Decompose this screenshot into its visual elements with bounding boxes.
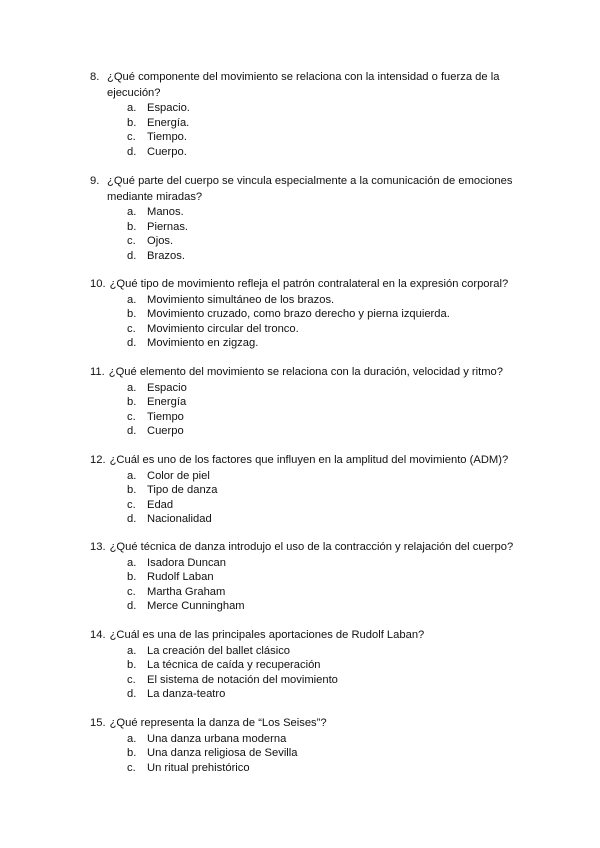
option-letter: b. — [127, 747, 137, 760]
option-list — [90, 205, 530, 263]
option-letter: b. — [127, 116, 137, 129]
option-item — [90, 732, 530, 747]
question-text: ¿Cuál es uno de los factores que influyen en la amplitud del movimiento (ADM)? — [109, 454, 509, 466]
option-text: La danza-teatro — [147, 688, 226, 701]
option-list — [90, 101, 530, 159]
question-text: ¿Qué tipo de movimiento refleja el patrón contralateral en la expresión corporal? — [109, 278, 509, 290]
option-letter: d. — [127, 337, 137, 350]
option-text: Espacio. — [147, 102, 190, 114]
question-number: 8. — [90, 71, 100, 83]
option-letter: d. — [127, 145, 137, 158]
option-letter: c. — [127, 761, 136, 774]
question-header — [90, 453, 530, 469]
option-list — [90, 381, 530, 439]
option-text: Edad — [147, 498, 174, 511]
option-list — [90, 293, 530, 351]
option-letter: c. — [127, 410, 136, 423]
option-text: Manos. — [147, 206, 184, 218]
option-letter: a. — [127, 644, 137, 657]
question-8 — [90, 70, 530, 159]
option-item — [90, 410, 530, 425]
option-letter: a. — [127, 732, 137, 745]
question-12 — [90, 453, 530, 527]
question-header — [90, 365, 530, 381]
question-text: ¿Cuál es una de las principales aportaciones de Rudolf Laban? — [109, 629, 425, 641]
question-10 — [90, 277, 530, 351]
option-text: Energía. — [147, 116, 190, 129]
option-item — [90, 205, 530, 220]
option-text: Color de piel — [147, 469, 210, 482]
option-item — [90, 424, 530, 439]
option-text: Energía — [147, 396, 187, 409]
option-item — [90, 307, 530, 322]
question-15 — [90, 716, 530, 775]
question-text: ¿Qué parte del cuerpo se vincula especialmente a la comunicación de emociones mediante miradas? — [107, 175, 513, 203]
option-list — [90, 556, 530, 614]
option-text: Movimiento circular del tronco. — [147, 322, 299, 335]
option-text: Martha Graham — [147, 585, 226, 598]
option-text: Cuerpo — [147, 425, 184, 438]
option-item — [90, 469, 530, 484]
option-text: Brazos. — [147, 249, 185, 262]
question-number: 11. — [90, 366, 105, 378]
option-text: Merce Cunningham — [147, 600, 245, 613]
option-item — [90, 395, 530, 410]
option-text: Una danza urbana moderna — [147, 732, 287, 745]
question-header — [90, 540, 530, 556]
option-text: Movimiento en zigzag. — [147, 337, 259, 350]
option-item — [90, 687, 530, 702]
option-item — [90, 101, 530, 116]
option-letter: c. — [127, 235, 136, 248]
option-item — [90, 644, 530, 659]
option-item — [90, 585, 530, 600]
option-item — [90, 145, 530, 160]
question-text: ¿Qué componente del movimiento se relaciona con la intensidad o fuerza de la ejecución? — [107, 71, 500, 99]
option-letter: a. — [127, 206, 137, 218]
option-letter: d. — [127, 249, 137, 262]
option-item — [90, 570, 530, 585]
option-text: Tipo de danza — [147, 484, 218, 497]
option-letter: b. — [127, 396, 137, 409]
option-item — [90, 673, 530, 688]
question-11 — [90, 365, 530, 439]
question-number: 14. — [90, 629, 106, 641]
option-item — [90, 556, 530, 571]
question-number: 9. — [90, 175, 100, 187]
option-letter: c. — [127, 585, 136, 598]
option-list — [90, 732, 530, 776]
question-number: 10. — [90, 278, 106, 290]
option-text: El sistema de notación del movimiento — [147, 673, 338, 686]
option-letter: c. — [127, 322, 136, 335]
question-header — [90, 174, 530, 205]
option-item — [90, 761, 530, 776]
option-letter: b. — [127, 571, 137, 584]
question-number: 13. — [90, 541, 106, 553]
option-letter: d. — [127, 600, 137, 613]
option-text: Un ritual prehistórico — [147, 761, 250, 774]
option-text: Ojos. — [147, 235, 174, 248]
question-header — [90, 277, 530, 293]
option-item — [90, 599, 530, 614]
question-13 — [90, 540, 530, 614]
option-item — [90, 220, 530, 235]
option-text: Isadora Duncan — [147, 556, 226, 569]
option-item — [90, 381, 530, 396]
option-letter: a. — [127, 102, 137, 114]
option-item — [90, 234, 530, 249]
option-item — [90, 116, 530, 131]
question-header — [90, 716, 530, 732]
option-letter: d. — [127, 513, 137, 526]
option-letter: c. — [127, 673, 136, 686]
option-letter: a. — [127, 469, 137, 482]
question-number: 15. — [90, 717, 106, 729]
option-letter: a. — [127, 293, 137, 306]
option-text: Una danza religiosa de Sevilla — [147, 747, 298, 760]
option-text: Tiempo — [147, 410, 184, 423]
option-list — [90, 469, 530, 527]
option-text: Movimiento cruzado, como brazo derecho y pierna izquierda. — [147, 308, 450, 321]
option-item — [90, 498, 530, 513]
question-9 — [90, 174, 530, 263]
option-letter: d. — [127, 425, 137, 438]
option-item — [90, 512, 530, 527]
option-letter: c. — [127, 131, 136, 144]
option-item — [90, 293, 530, 308]
option-text: Movimiento simultáneo de los brazos. — [147, 293, 335, 306]
option-item — [90, 746, 530, 761]
option-text: La creación del ballet clásico — [147, 644, 291, 657]
question-number: 12. — [90, 454, 106, 466]
option-item — [90, 130, 530, 145]
option-letter: a. — [127, 556, 137, 569]
question-text: ¿Qué elemento del movimiento se relaciona con la duración, velocidad y ritmo? — [108, 366, 503, 378]
question-14 — [90, 628, 530, 702]
option-text: Cuerpo. — [147, 145, 187, 158]
option-list — [90, 644, 530, 702]
question-text: ¿Qué técnica de danza introdujo el uso de la contracción y relajación del cuerpo? — [109, 541, 514, 553]
option-text: Piernas. — [147, 220, 189, 233]
option-text: Espacio — [147, 381, 187, 394]
option-letter: b. — [127, 484, 137, 497]
option-letter: b. — [127, 308, 137, 321]
option-text: Tiempo. — [147, 131, 187, 144]
option-item — [90, 483, 530, 498]
option-letter: b. — [127, 220, 137, 233]
option-item — [90, 249, 530, 264]
option-text: Nacionalidad — [147, 513, 212, 526]
option-text: La técnica de caída y recuperación — [147, 659, 321, 672]
option-letter: c. — [127, 498, 136, 511]
option-letter: d. — [127, 688, 137, 701]
question-text: ¿Qué representa la danza de “Los Seises”? — [109, 717, 327, 729]
option-item — [90, 336, 530, 351]
option-letter: b. — [127, 659, 137, 672]
option-text: Rudolf Laban — [147, 571, 214, 584]
question-header — [90, 628, 530, 644]
option-item — [90, 322, 530, 337]
option-item — [90, 658, 530, 673]
question-header — [90, 70, 530, 101]
option-letter: a. — [127, 381, 137, 394]
